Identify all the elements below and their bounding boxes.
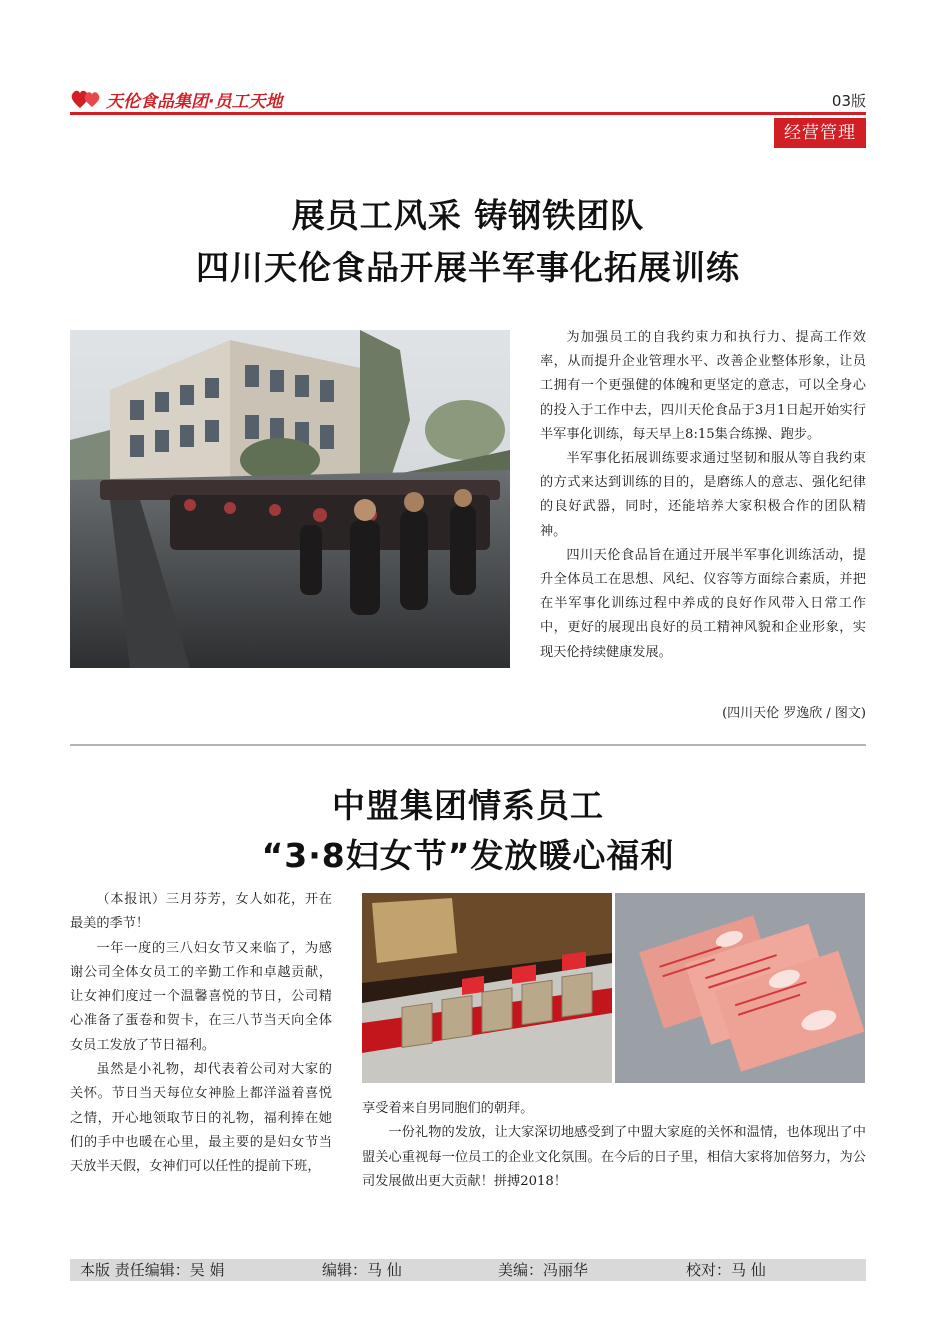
article2-left-column <box>70 888 332 1180</box>
article2-continuation: 享受着来自男同胞们的朝拜。 <box>362 1101 534 1116</box>
designer: 美编：冯丽华 <box>498 1261 589 1279</box>
proofreader: 校对：马 仙 <box>686 1261 766 1279</box>
article2-paragraph: （本报讯）三月芬芳，女人如花，开在最美的季节！ <box>70 892 332 932</box>
training-march-photo <box>70 330 510 668</box>
article1-body <box>540 326 866 665</box>
article2-paragraph: 一份礼物的发放，让大家深切地感受到了中盟大家庭的关怀和温情，也体现出了中盟关心重视每一位员工的企业文化氛围。在今后的日子里，相信大家将加倍努力，为公司发展做出更大贡献！拼搏2018！ <box>362 1125 866 1189</box>
header-rule <box>70 112 866 115</box>
article2-right-column <box>362 1097 866 1194</box>
article1-title-line1: 展员工风采 铸钢铁团队 <box>291 196 645 235</box>
gift-boxes-photo <box>362 893 612 1083</box>
article1-paragraph: 四川天伦食品旨在通过开展半军事化训练活动，提升全体员工在思想、风纪、仪容等方面综合素质，并把在半军事化训练过程中养成的良好作风带入日常工作中，更好的展现出良好的员工精神风貌和企业形象，实现天伦持续健康发展。 <box>540 547 866 660</box>
chief-editor: 本版 责任编辑：吴 娟 <box>80 1261 225 1279</box>
article1-paragraph: 半军事化拓展训练要求通过坚韧和服从等自我约束的方式来达到训练的目的，是磨练人的意志、强化纪律的良好武器，同时，还能培养大家积极合作的团队精神。 <box>540 451 866 539</box>
page-number: 03版 <box>831 92 866 110</box>
article1-paragraph: 为加强员工的自我约束力和执行力、提高工作效率，从而提升企业管理水平、改善企业整体形象，让员工拥有一个更强健的体魄和更坚定的意志，可以全身心的投入于工作中去，四川天伦食品于3月1日起开始实行半军事化训练，每天早上8:15集合练操、跑步。 <box>540 330 866 442</box>
greeting-cards-photo <box>615 893 865 1083</box>
editor: 编辑：马 仙 <box>322 1261 402 1279</box>
hearts-icon <box>70 88 104 110</box>
article2-title-line2: “3·8妇女节”发放暖心福利 <box>261 836 675 875</box>
brand-name: 天伦食品集团·员工天地 <box>106 91 283 112</box>
article2-title-line1: 中盟集团情系员工 <box>332 786 604 825</box>
article1-credit: (四川天伦 罗逸欣 / 图文) <box>722 706 866 721</box>
article2-paragraph: 虽然是小礼物，却代表着公司对大家的关怀。节日当天每位女神脸上都洋溢着喜悦之情，开心地领取节日的礼物，福利捧在她们的手中也暖在心里，最主要的是妇女节当天放半天假，女神们可以任性的提前下班， <box>70 1062 332 1175</box>
editorial-footer <box>70 1259 866 1281</box>
article2-paragraph: 一年一度的三八妇女节又来临了，为感谢公司全体女员工的辛勤工作和卓越贡献，让女神们度过一个温馨喜悦的节日，公司精心准备了蛋卷和贺卡，在三八节当天向全体女员工发放了节日福利。 <box>70 940 332 1053</box>
article-divider <box>70 744 866 746</box>
article1-title-line2: 四川天伦食品开展半军事化拓展训练 <box>196 248 740 287</box>
masthead-logo <box>70 88 282 110</box>
section-tag: 经营管理 <box>774 118 866 148</box>
